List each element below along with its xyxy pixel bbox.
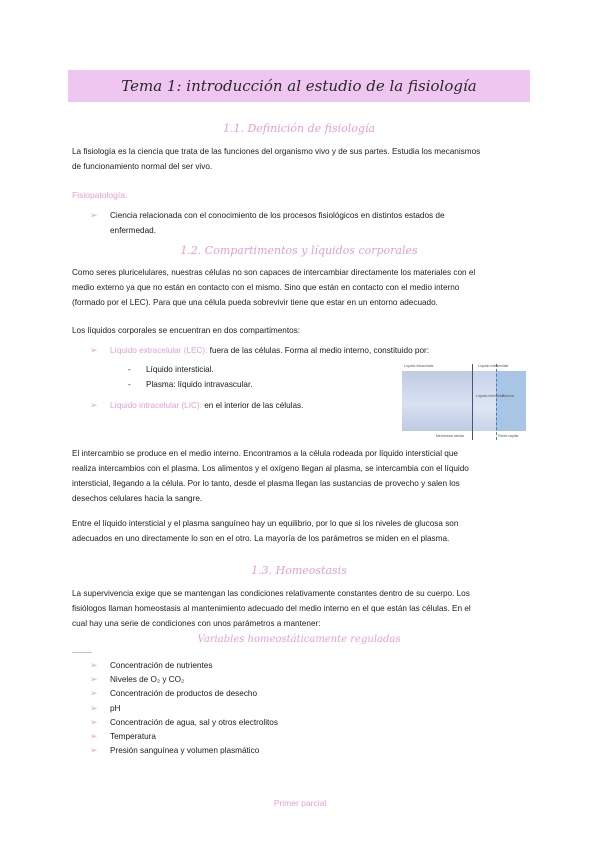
bullet-text: Ciencia relacionada con el conocimiento de los procesos fisiológicos en distintos estados de xyxy=(110,211,445,220)
arrow-bullet-icon: ➢ xyxy=(90,345,98,355)
homeostasis-paragraph xyxy=(72,586,530,631)
lic-label: Líquido intracelular (LIC): xyxy=(110,401,202,410)
text-line: El intercambio se produce en el medio interno. Encontramos a la célula rodeada por líquido intersticial que xyxy=(72,449,458,458)
list-item-text: Presión sanguínea y volumen plasmático xyxy=(110,746,260,756)
text-line: cual hay una serie de condiciones con unos parámetros a mantener: xyxy=(72,619,321,628)
list-item xyxy=(90,658,530,673)
arrow-bullet-icon: ➢ xyxy=(90,400,98,410)
dash-item-plasma: - Plasma: líquido intravascular. xyxy=(128,380,253,389)
list-item xyxy=(90,715,530,730)
text-line: de funcionamiento normal del ser vivo. xyxy=(72,162,213,171)
compartimentos-paragraph xyxy=(72,265,530,310)
text-line: realiza intercambios con el plasma. Los alimentos y el oxígeno llegan al plasma, se intercambia con el líquido xyxy=(72,464,469,473)
text-line: Como seres pluricelulares, nuestras células no son capaces de intercambiar directamente los materiales con el xyxy=(72,268,476,277)
figure-label: Pared capilar xyxy=(498,434,519,438)
fisiopatologia-label: Fisiopatología: xyxy=(72,190,128,200)
compartments-figure xyxy=(402,364,526,440)
figure-label: Plasma xyxy=(502,394,514,398)
arrow-bullet-icon: ➢ xyxy=(90,210,98,220)
text-line: fisiólogos llaman homeostasis al mantenimiento adecuado del medio interno en el que están las células. En el xyxy=(72,604,471,613)
arrow-bullet-icon: ➢ xyxy=(90,674,98,685)
list-item-text: Concentración de agua, sal y otros electrolitos xyxy=(110,717,278,727)
text-line: intersticial, llegando a la célula. Por lo tanto, desde el plasma llegan las sustancias de provecho y salen los xyxy=(72,479,460,488)
dash-bullet-icon: - xyxy=(128,380,131,389)
fisiopatologia-bullet xyxy=(90,208,530,238)
figure-label: Líquido extracelular xyxy=(478,364,509,368)
list-item-text: Temperatura xyxy=(110,732,156,741)
text-line: adecuados en uno directamente lo son en el otro. La mayoría de los parámetros se miden en el plasma. xyxy=(72,534,450,543)
lic-text: en el interior de las células. xyxy=(201,401,304,410)
lec-label: Líquido extracelular (LEC): xyxy=(110,346,208,355)
figure-label: Membrana celular xyxy=(436,434,465,438)
list-item xyxy=(90,686,530,701)
list-item-text: Concentración de nutrientes xyxy=(110,661,213,670)
lec-text: fuera de las células. Forma al medio interno, constituido por: xyxy=(207,346,430,355)
page-title: Tema 1: introducción al estudio de la fisiología xyxy=(68,70,530,102)
dash-item-intersticial: - Líquido intersticial. xyxy=(128,365,214,374)
definicion-paragraph xyxy=(72,144,530,174)
list-item xyxy=(90,729,530,744)
dash-bullet-icon: - xyxy=(128,365,131,374)
footer: Primer parcial xyxy=(273,798,327,808)
lec-bullet xyxy=(90,343,530,358)
arrow-bullet-icon: ➢ xyxy=(90,745,98,756)
arrow-bullet-icon: ➢ xyxy=(90,688,98,699)
list-item xyxy=(90,743,530,758)
arrow-bullet-icon: ➢ xyxy=(90,731,98,741)
section-heading-definicion: 1.1. Definición de fisiología xyxy=(222,122,376,135)
figure-label: Líquido intersticial xyxy=(476,394,505,398)
text-line: medio externo ya que no están en contacto con el mismo. Sino que están en contacto con el medio interno xyxy=(72,283,460,292)
list-item-text: Niveles de O₂ y CO₂ xyxy=(110,675,185,685)
arrow-bullet-icon: ➢ xyxy=(90,702,98,713)
list-item xyxy=(90,701,530,716)
figure-label: Líquido intracelular xyxy=(404,364,434,368)
list-item-text: pH xyxy=(110,703,121,713)
variables-subheading: Variables homeostáticamente reguladas xyxy=(197,634,401,645)
liquidos-intro: Los líquidos corporales se encuentran en dos compartimentos: xyxy=(72,326,301,335)
list-item xyxy=(90,672,530,687)
equilibrio-paragraph xyxy=(72,516,530,546)
text-line: (formado por el LEC). Para que una célula pueda sobrevivir tiene que estar en un entorno adecuado. xyxy=(72,298,438,307)
text-line: La supervivencia exige que se mantengan las condiciones relativamente constantes dentro de su cuerpo. Los xyxy=(72,589,470,598)
text-line: La fisiología es la ciencia que trata de las funciones del organismo vivo y de sus partes. Estudia los mecanismos xyxy=(72,147,481,156)
arrow-bullet-icon: ➢ xyxy=(90,660,98,670)
divider xyxy=(72,652,92,653)
intercambio-paragraph xyxy=(72,446,530,506)
arrow-bullet-icon: ➢ xyxy=(90,716,98,727)
text-line: desechos celulares hacia la sangre. xyxy=(72,494,203,503)
section-heading-homeostasis: 1.3. Homeostasis xyxy=(251,564,347,577)
bullet-text: enfermedad. xyxy=(110,226,156,235)
section-heading-compartimentos: 1.2. Compartimentos y líquidos corporales xyxy=(180,244,418,257)
list-item-text: Concentración de productos de desecho xyxy=(110,689,258,699)
text-line: Entre el líquido intersticial y el plasma sanguíneo hay un equilibrio, por lo que si los niveles de glucosa son xyxy=(72,519,459,528)
